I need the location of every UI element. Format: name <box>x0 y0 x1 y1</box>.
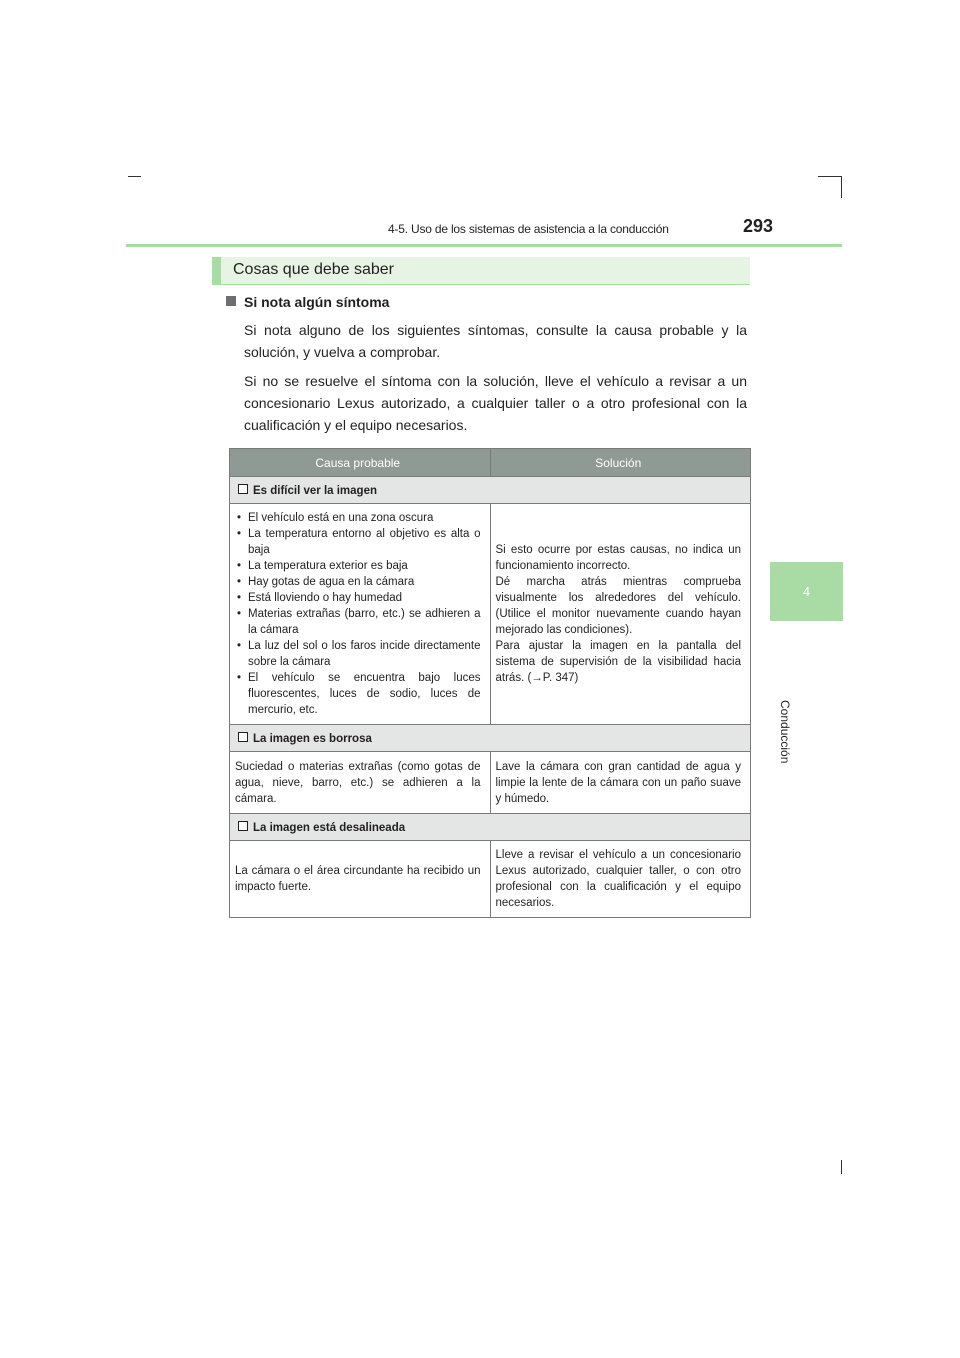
chapter-tab <box>770 562 843 621</box>
solution-line: Lave la cámara con gran cantidad de agua y limpie la lente de la cámara con un paño suave y húmedo. <box>495 760 741 805</box>
column-header-cause: Causa probable <box>230 449 491 477</box>
solution-line: Si esto ocurre por estas causas, no indica un funcionamiento incorrecto. <box>495 544 741 572</box>
checkbox-icon <box>238 821 248 831</box>
subheading <box>226 294 389 310</box>
table-header-row <box>230 449 751 477</box>
checkbox-icon <box>238 484 248 494</box>
section-header <box>212 257 750 285</box>
intro-paragraph: Si nota alguno de los siguientes síntomas, consulte la causa probable y la solución, y vuelva a comprobar. <box>244 322 747 360</box>
cause-list <box>235 510 481 718</box>
category-row <box>230 477 751 504</box>
solution-cell <box>490 504 751 725</box>
list-item: • Está lloviendo o hay humedad <box>235 590 481 606</box>
column-header-solution: Solución <box>490 449 751 477</box>
solution-line: Dé marcha atrás mientras comprueba visualmente los alrededores del vehículo. (Utilice el monitor nuevamente cuando hayan mejorado las condiciones). <box>495 576 741 636</box>
list-item: • Materias extrañas (barro, etc.) se adhieren a la cámara <box>235 606 481 638</box>
header-rule <box>126 244 842 247</box>
subheading-text: Si nota algún síntoma <box>244 294 390 310</box>
list-item: • Hay gotas de agua en la cámara <box>235 574 481 590</box>
solution-line: Lleve a revisar el vehículo a un concesionario Lexus autorizado, cualquier taller, o con otro profesional con la cualificación y el equipo necesarios. <box>495 849 741 909</box>
table-row <box>230 504 751 725</box>
solution-cell <box>490 752 751 814</box>
checkbox-icon <box>238 732 248 742</box>
cause-cell <box>230 752 491 814</box>
crop-mark-top-right-v <box>841 176 842 198</box>
list-item: • La temperatura exterior es baja <box>235 558 481 574</box>
crop-mark-top-left <box>128 176 141 177</box>
square-bullet-icon <box>226 296 236 306</box>
category-label: La imagen es borrosa <box>253 732 372 745</box>
crop-mark-bottom-right <box>841 1160 842 1174</box>
advice-paragraph: Si no se resuelve el síntoma con la solución, lleve el vehículo a revisar a un concesionario Lexus autorizado, a cualquier taller o a otro profesional con la cualificación y el equipo necesarios. <box>244 373 747 433</box>
solution-cell <box>490 841 751 918</box>
table-row <box>230 752 751 814</box>
cause-cell <box>230 841 491 918</box>
cause-text: Suciedad o materias extrañas (como gotas de agua, nieve, barro, etc.) se adhieren a la cámara. <box>235 760 481 805</box>
category-cell <box>230 814 751 841</box>
symptom-table <box>229 448 751 918</box>
chapter-number: 4 <box>802 584 811 599</box>
list-item: • El vehículo se encuentra bajo luces fluorescentes, luces de sodio, luces de mercurio, etc. <box>235 670 481 718</box>
list-item: • El vehículo está en una zona oscura <box>235 510 481 526</box>
cause-text: La cámara o el área circundante ha recibido un impacto fuerte. <box>235 865 481 893</box>
list-item: • La luz del sol o los faros incide directamente sobre la cámara <box>235 638 481 670</box>
category-cell <box>230 725 751 752</box>
chapter-label: Conducción <box>778 700 792 764</box>
running-header: 4-5. Uso de los sistemas de asistencia a la conducción <box>388 222 669 236</box>
crop-mark-top-right-h <box>818 176 842 177</box>
solution-line: Para ajustar la imagen en la pantalla del sistema de supervisión de la visibilidad hacia atrás. (→P. 347) <box>495 640 741 684</box>
category-row <box>230 725 751 752</box>
list-item: • La temperatura entorno al objetivo es alta o baja <box>235 526 481 558</box>
table-row <box>230 841 751 918</box>
category-label: La imagen está desalineada <box>253 821 406 834</box>
category-label: Es difícil ver la imagen <box>253 484 377 497</box>
category-cell <box>230 477 751 504</box>
cause-cell <box>230 504 491 725</box>
page-number: 293 <box>743 216 774 236</box>
category-row <box>230 814 751 841</box>
section-title: Cosas que debe saber <box>233 261 394 278</box>
